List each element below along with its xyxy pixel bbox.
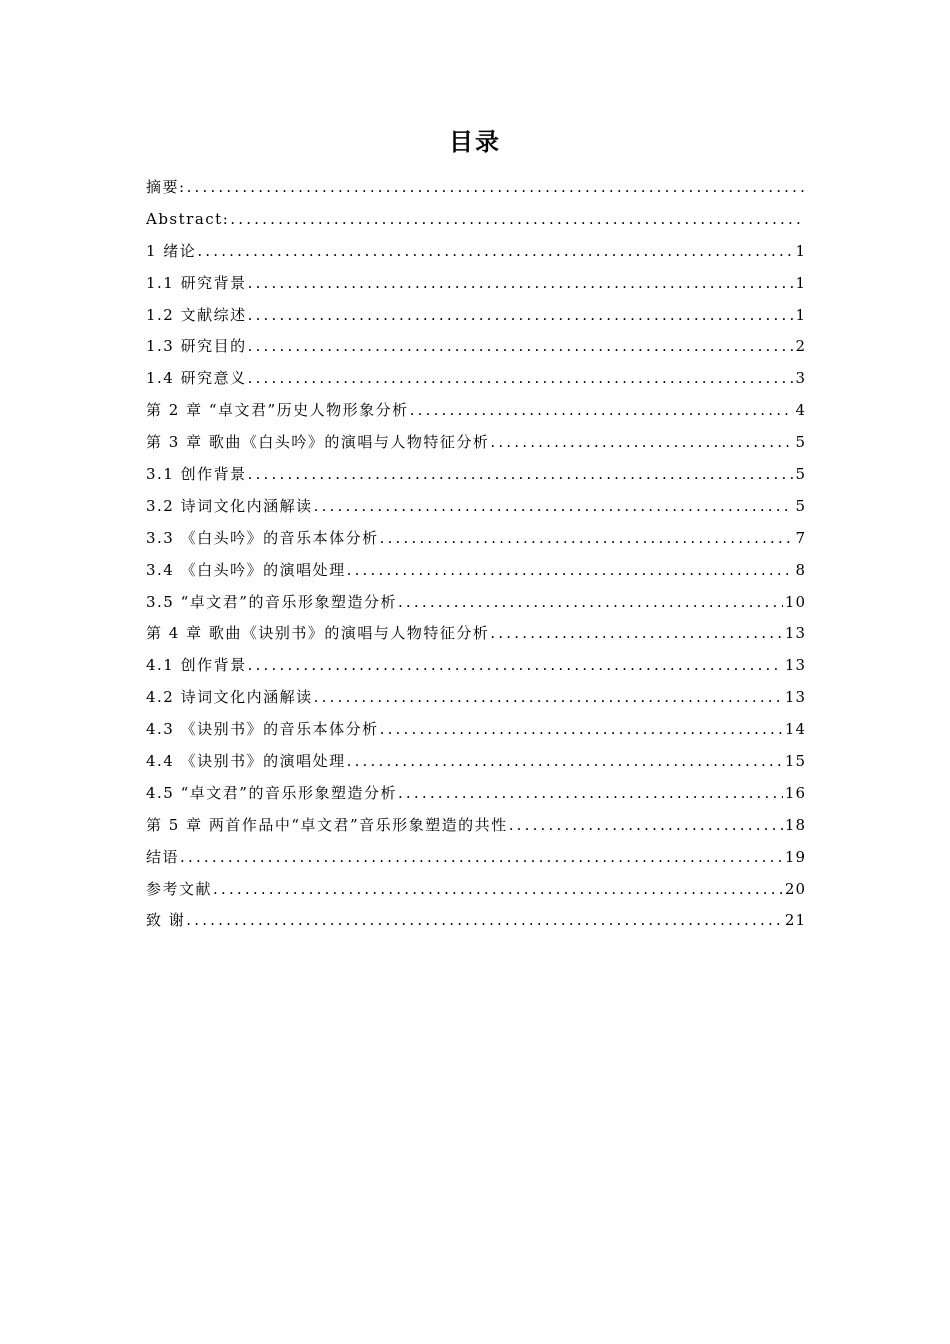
dot-leader	[410, 395, 794, 427]
toc-entry-acknowledgements[interactable]	[146, 905, 806, 937]
toc-entry-label: 1.1 研究背景	[146, 273, 247, 292]
dot-leader	[380, 714, 783, 746]
toc-entry-page: 21	[784, 911, 806, 930]
toc-entry-1[interactable]	[146, 236, 806, 268]
toc-entry-page: 4	[795, 401, 806, 420]
toc-entry-3-3[interactable]	[146, 523, 806, 555]
toc-entry-label: 3.2 诗词文化内涵解读	[146, 496, 313, 515]
toc-entry-label: 4.3 《诀别书》的音乐本体分析	[146, 720, 379, 739]
toc-entry-page: 7	[795, 528, 806, 547]
toc-entry-page: 19	[784, 847, 806, 866]
dot-leader	[187, 172, 804, 204]
toc-entry-conclusion[interactable]	[146, 842, 806, 874]
toc-entry-4-1[interactable]	[146, 650, 806, 682]
toc-entry-4-5[interactable]	[146, 778, 806, 810]
toc-entry-1-2[interactable]	[146, 300, 806, 332]
toc-entry-label: 致 谢	[146, 911, 186, 930]
toc-entry-label: 第 4 章 歌曲《诀别书》的演唱与人物特征分析	[146, 624, 490, 643]
toc-entry-page: 1	[795, 273, 806, 292]
page-title: 目录	[449, 128, 501, 156]
toc-entry-label: 参考文献	[146, 879, 213, 898]
toc-entry-page: 13	[784, 656, 806, 675]
toc-entry-page: 20	[784, 879, 806, 898]
table-of-contents	[146, 172, 806, 937]
dot-leader	[248, 650, 783, 682]
toc-entry-4-3[interactable]	[146, 714, 806, 746]
toc-entry-label: 第 2 章 “卓文君”历史人物形象分析	[146, 401, 409, 420]
toc-entry-3-4[interactable]	[146, 555, 806, 587]
dot-leader	[314, 682, 783, 714]
dot-leader	[347, 746, 783, 778]
dot-leader	[248, 300, 794, 332]
toc-entry-label: 4.2 诗词文化内涵解读	[146, 688, 313, 707]
toc-entry-chapter-2[interactable]	[146, 395, 806, 427]
dot-leader	[180, 842, 783, 874]
toc-entry-1-4[interactable]	[146, 363, 806, 395]
dot-leader	[197, 236, 793, 268]
dot-leader	[314, 491, 794, 523]
dot-leader	[347, 555, 794, 587]
toc-entry-3-5[interactable]	[146, 587, 806, 619]
dot-leader	[490, 427, 793, 459]
toc-entry-chapter-4[interactable]	[146, 618, 806, 650]
toc-entry-label: Abstract:	[146, 209, 230, 228]
toc-entry-3-2[interactable]	[146, 491, 806, 523]
toc-entry-4-4[interactable]	[146, 746, 806, 778]
toc-entry-page: 13	[784, 688, 806, 707]
toc-entry-page: 5	[795, 465, 806, 484]
toc-entry-label: 4.1 创作背景	[146, 656, 247, 675]
toc-entry-references[interactable]	[146, 874, 806, 906]
toc-entry-label: 3.1 创作背景	[146, 465, 247, 484]
dot-leader	[248, 268, 794, 300]
dot-leader	[398, 778, 783, 810]
toc-entry-page: 2	[795, 337, 806, 356]
toc-entry-label: 1.4 研究意义	[146, 369, 247, 388]
toc-entry-page: 14	[784, 720, 806, 739]
dot-leader	[213, 874, 783, 906]
toc-entry-page: 16	[784, 783, 806, 802]
dot-leader	[509, 810, 783, 842]
dot-leader	[230, 204, 804, 236]
toc-entry-label: 第 5 章 两首作品中“卓文君”音乐形象塑造的共性	[146, 815, 508, 834]
toc-entry-page: 3	[795, 369, 806, 388]
toc-entry-page: 13	[784, 624, 806, 643]
toc-entry-abstract-cn[interactable]	[146, 172, 806, 204]
dot-leader	[248, 363, 794, 395]
toc-entry-page: 10	[784, 592, 806, 611]
dot-leader	[248, 331, 794, 363]
dot-leader	[248, 459, 794, 491]
toc-entry-4-2[interactable]	[146, 682, 806, 714]
toc-entry-page: 1	[795, 241, 806, 260]
toc-entry-3-1[interactable]	[146, 459, 806, 491]
toc-entry-page: 8	[795, 560, 806, 579]
toc-entry-page: 5	[795, 433, 806, 452]
toc-entry-page: 18	[784, 815, 806, 834]
toc-entry-abstract-en[interactable]	[146, 204, 806, 236]
toc-entry-page: 1	[795, 305, 806, 324]
toc-entry-label: 3.5 “卓文君”的音乐形象塑造分析	[146, 592, 397, 611]
toc-entry-label: 4.4 《诀别书》的演唱处理	[146, 752, 346, 771]
toc-entry-label: 第 3 章 歌曲《白头吟》的演唱与人物特征分析	[146, 433, 490, 452]
dot-leader	[186, 905, 783, 937]
toc-entry-label: 1 绪论	[146, 241, 197, 260]
toc-entry-label: 结语	[146, 847, 180, 866]
toc-entry-label: 1.2 文献综述	[146, 305, 247, 324]
toc-entry-label: 摘要:	[146, 178, 186, 196]
toc-entry-label: 3.4 《白头吟》的演唱处理	[146, 560, 346, 579]
toc-entry-label: 4.5 “卓文君”的音乐形象塑造分析	[146, 783, 397, 802]
dot-leader	[490, 618, 783, 650]
toc-entry-1-1[interactable]	[146, 268, 806, 300]
toc-entry-chapter-5[interactable]	[146, 810, 806, 842]
toc-entry-label: 3.3 《白头吟》的音乐本体分析	[146, 528, 379, 547]
toc-entry-1-3[interactable]	[146, 331, 806, 363]
dot-leader	[380, 523, 794, 555]
toc-entry-chapter-3[interactable]	[146, 427, 806, 459]
toc-entry-page: 15	[784, 752, 806, 771]
dot-leader	[398, 587, 783, 619]
toc-entry-page: 5	[795, 496, 806, 515]
toc-entry-label: 1.3 研究目的	[146, 337, 247, 356]
